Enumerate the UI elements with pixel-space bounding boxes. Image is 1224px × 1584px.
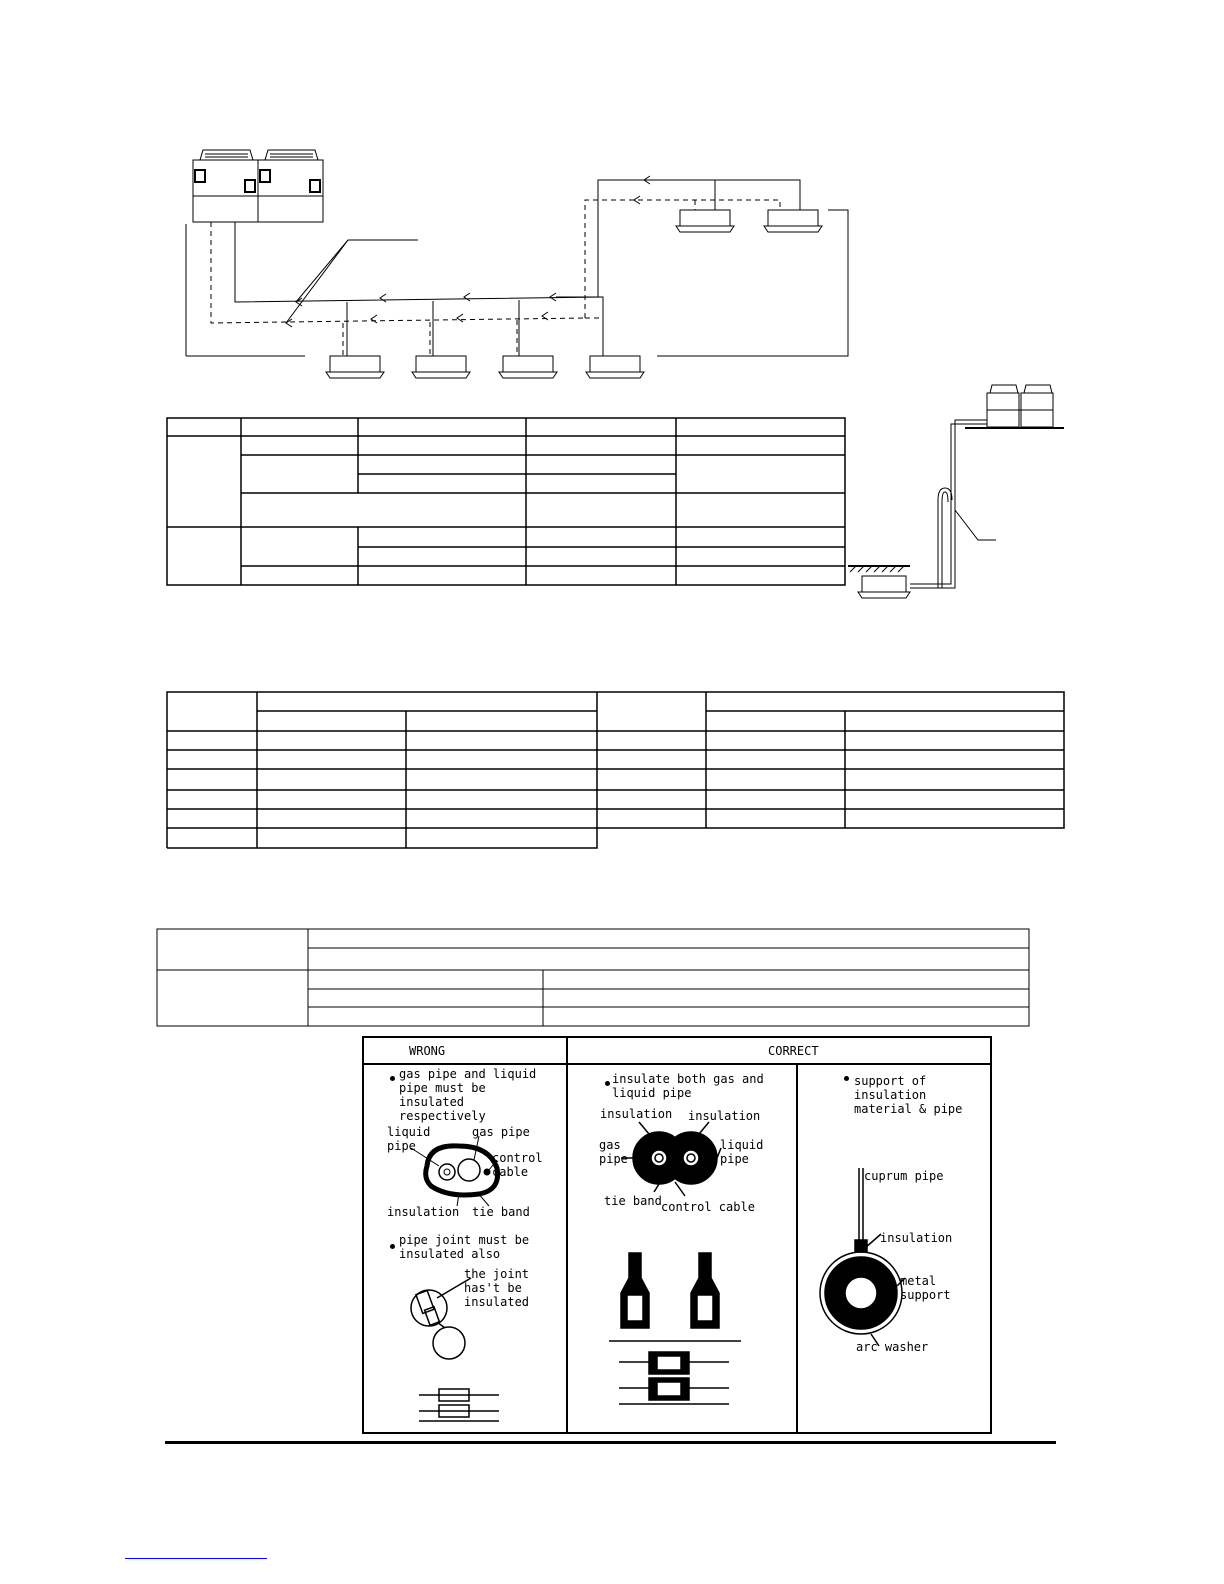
support-label-metal-support: metal support: [900, 1274, 951, 1302]
bullet-icon: [390, 1244, 395, 1249]
correct-pipe-cross-section-icon: [629, 1126, 739, 1196]
support-label-cuprum-pipe: cuprum pipe: [864, 1169, 944, 1183]
wrong-label-gas-pipe: gas pipe: [472, 1125, 530, 1139]
wrong-note-2: pipe joint must be insulated also: [399, 1233, 530, 1261]
footer-link-underline: [125, 1558, 267, 1559]
support-label-arc-washer: arc washer: [856, 1340, 929, 1354]
correct-label-liquid-pipe: liquid pipe: [720, 1138, 764, 1166]
correct-header: CORRECT: [768, 1044, 819, 1058]
bullet-icon: [844, 1076, 849, 1081]
correct-note-1: insulate both gas and liquid pipe: [612, 1072, 764, 1100]
footer-rule: [165, 1441, 1056, 1444]
wrong-joint-icon: [409, 1278, 509, 1368]
correct-label-control-cable: control cable: [661, 1200, 755, 1214]
correct-joint-icon: [609, 1253, 749, 1353]
wrong-label-control-cable: control cable: [492, 1151, 543, 1179]
correct-joint-pipes-icon: [619, 1348, 739, 1418]
support-label-insulation: insulation: [880, 1231, 953, 1245]
support-note-1: support of insulation material & pipe: [854, 1074, 963, 1116]
correct-label-insulation-right: insulation: [688, 1109, 761, 1123]
bullet-icon: [390, 1076, 395, 1081]
bullet-icon: [605, 1081, 610, 1086]
correct-label-tie-band: tie band: [604, 1194, 662, 1208]
wrong-label-tie-band: tie band: [472, 1205, 530, 1219]
wrong-label-insulation: insulation: [387, 1205, 460, 1219]
wrong-note-1: gas pipe and liquid pipe must be insulated respectively: [399, 1067, 537, 1123]
wrong-joint-pipes-icon: [409, 1383, 509, 1433]
wrong-label-liquid-pipe: liquid pipe: [387, 1125, 431, 1153]
insulation-figure: [362, 1036, 992, 1434]
support-cross-section-icon: [819, 1168, 939, 1338]
correct-label-insulation-left: insulation: [600, 1107, 673, 1121]
wrong-pipe-cross-section-icon: [419, 1138, 519, 1208]
correct-label-gas-pipe: gas pipe: [599, 1138, 628, 1166]
wrong-label-joint: the joint has't be insulated: [464, 1267, 530, 1309]
wrong-header: WRONG: [409, 1044, 446, 1058]
